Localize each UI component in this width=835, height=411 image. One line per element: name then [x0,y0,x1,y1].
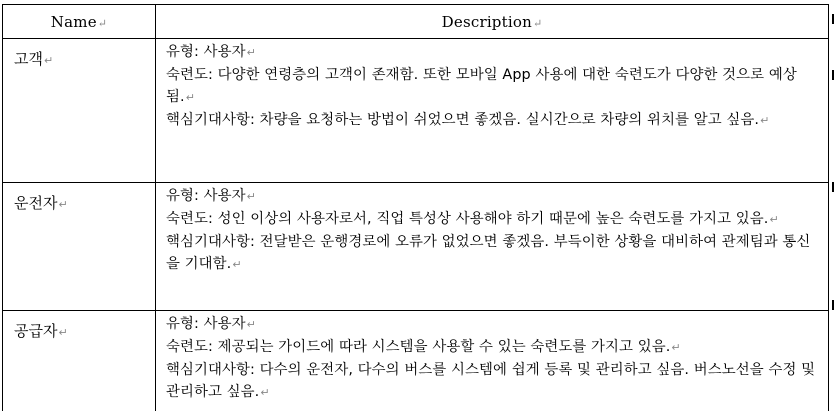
row-edge-marker [832,70,834,80]
header-description-cell [156,5,829,39]
table-row [3,183,829,311]
row-name-cell [3,311,156,411]
row-name-cell [3,183,156,311]
paragraph-mark-icon: ↵ [58,326,68,339]
paragraph-mark-icon: ↵ [760,114,770,127]
paragraph-mark-icon: ↵ [246,318,256,331]
header-description-label: Description [441,12,532,31]
proficiency-text: 숙련도: 제공되는 가이드에 따라 시스템을 사용할 수 있는 숙련도를 가지고 있음. [166,339,671,355]
table-header-row [3,5,829,39]
expectation-text: 핵심기대사항: 다수의 운전자, 다수의 버스를 시스템에 쉽게 등록 및 관리하고 싶음. 버스노선을 수정 및 관리하고 싶음. [166,362,816,400]
header-name-label: Name [50,12,97,31]
stakeholder-table [2,4,829,411]
row-name: 공급자 [14,322,58,340]
header-name-cell [3,5,156,39]
proficiency-line [166,208,824,231]
proficiency-line [166,336,824,359]
type-text: 유형: 사용자 [166,316,246,332]
expectation-line [166,109,824,132]
paragraph-mark-icon: ↵ [58,198,68,211]
proficiency-text: 숙련도: 성인 이상의 사용자로서, 직업 특성상 사용해야 하기 때문에 높은 숙련도를 가지고 있음. [166,211,769,227]
paragraph-mark-icon: ↵ [532,16,543,30]
type-line [166,185,824,208]
type-line [166,313,824,336]
paragraph-mark-icon: ↵ [246,190,256,203]
proficiency-line [166,64,824,109]
paragraph-mark-icon: ↵ [97,16,108,30]
row-description-cell [156,311,829,411]
row-name-cell [3,39,156,183]
row-edge-marker [832,14,834,24]
row-edge-marker [832,182,834,192]
row-edge-marker [832,300,834,310]
paragraph-mark-icon: ↵ [185,91,196,104]
row-description-cell [156,39,829,183]
row-name: 고객 [14,50,43,68]
proficiency-text: 숙련도: 다양한 연령층의 고객이 존재함. 또한 모바일 App 사용에 대한 숙련도가 다양한 것으로 예상됨. [166,67,797,105]
row-description-cell [156,183,829,311]
expectation-line [166,231,824,276]
type-text: 유형: 사용자 [166,44,246,60]
paragraph-mark-icon: ↵ [671,341,681,354]
type-line [166,41,824,64]
expectation-line [166,359,824,404]
paragraph-mark-icon: ↵ [260,386,270,399]
paragraph-mark-icon: ↵ [246,46,256,59]
paragraph-mark-icon: ↵ [43,54,54,67]
expectation-text: 핵심기대사항: 전달받은 운행경로에 오류가 없었으면 좋겠음. 부득이한 상황을 대비하여 관제팀과 통신을 기대함. [166,234,811,272]
paragraph-mark-icon: ↵ [232,258,242,271]
table-row [3,311,829,411]
paragraph-mark-icon: ↵ [769,213,779,226]
type-text: 유형: 사용자 [166,188,246,204]
table-row [3,39,829,183]
expectation-text: 핵심기대사항: 차량을 요청하는 방법이 쉬었으면 좋겠음. 실시간으로 차량의 위치를 알고 싶음. [166,112,760,128]
row-name: 운전자 [14,194,58,212]
